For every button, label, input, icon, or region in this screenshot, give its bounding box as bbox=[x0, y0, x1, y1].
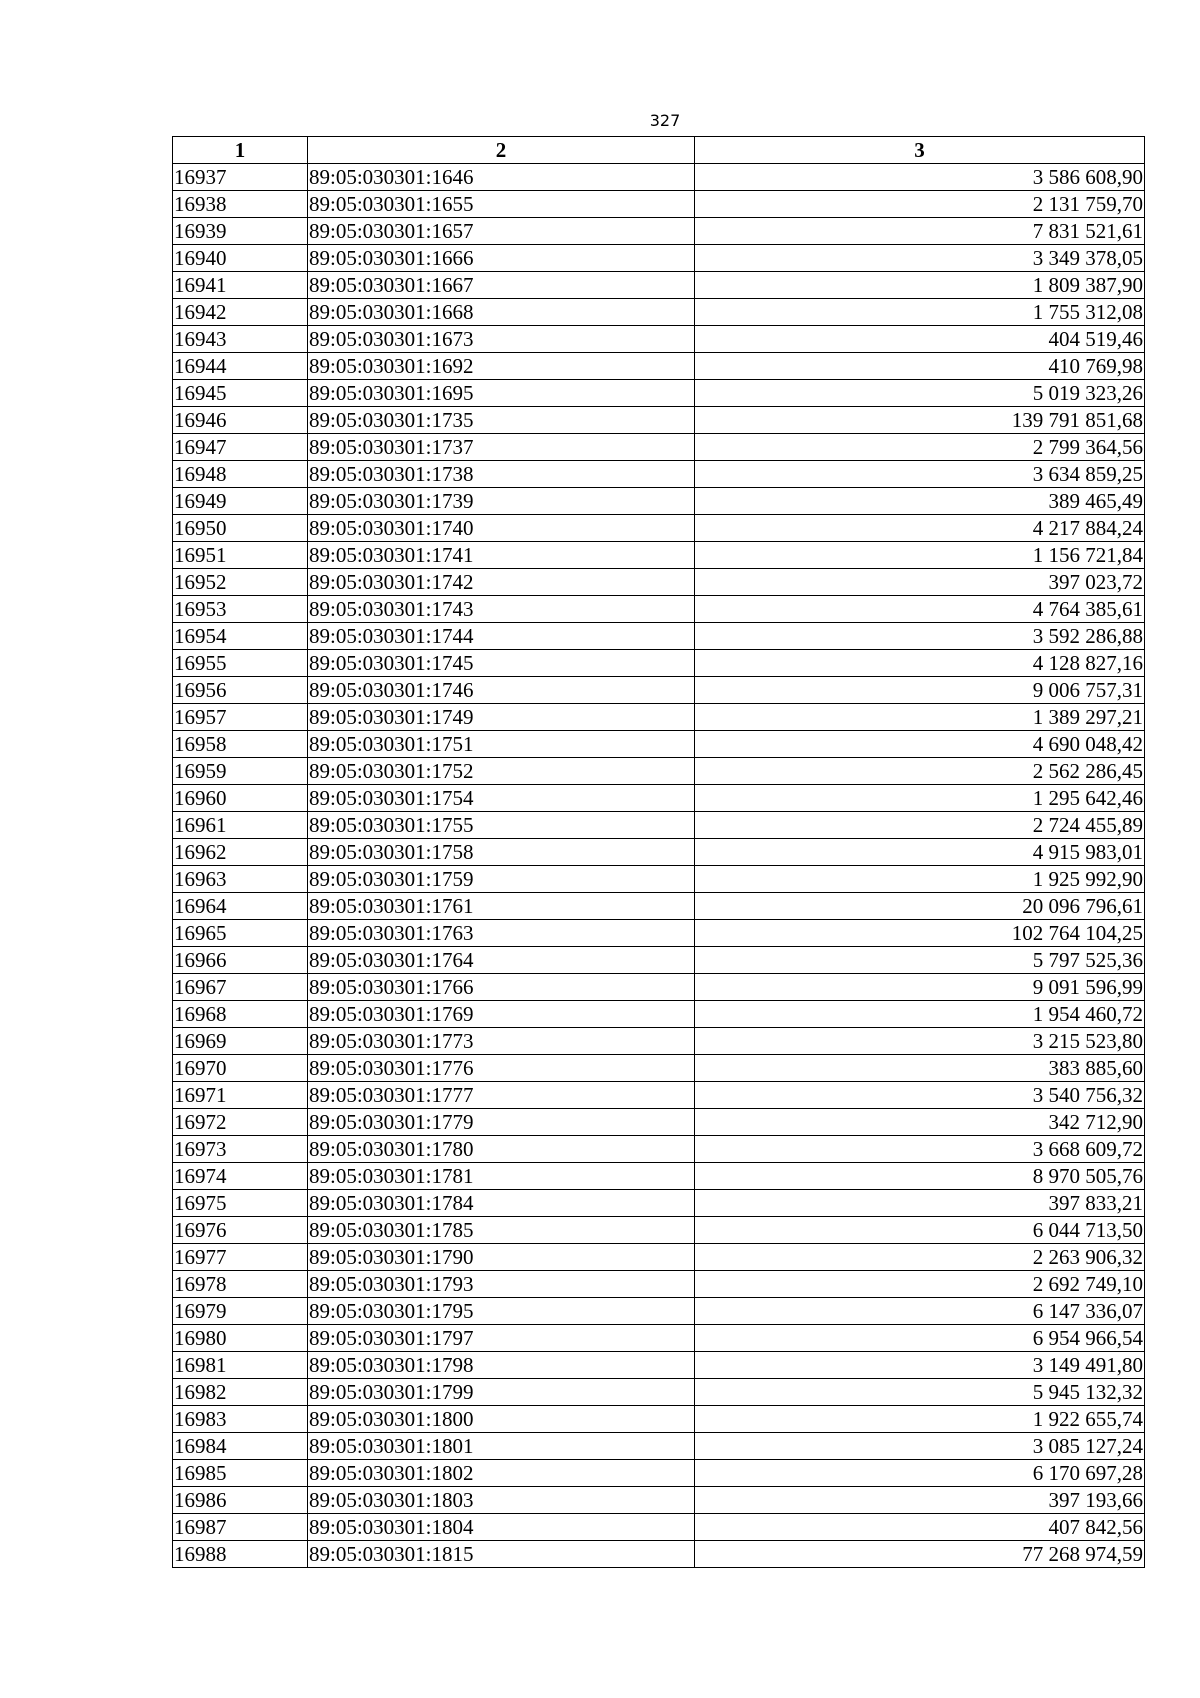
table-row bbox=[173, 1055, 1145, 1082]
table-row bbox=[173, 596, 1145, 623]
row-number-cell: 16967 bbox=[173, 974, 308, 1001]
cadastral-number-cell: 89:05:030301:1646 bbox=[308, 164, 695, 191]
row-number-cell: 16976 bbox=[173, 1217, 308, 1244]
row-number-cell: 16977 bbox=[173, 1244, 308, 1271]
table-row bbox=[173, 974, 1145, 1001]
cadastral-value-cell: 342 712,90 bbox=[695, 1109, 1145, 1136]
cadastral-value-cell: 3 540 756,32 bbox=[695, 1082, 1145, 1109]
row-number-cell: 16948 bbox=[173, 461, 308, 488]
cadastral-value-cell: 3 592 286,88 bbox=[695, 623, 1145, 650]
cadastral-value-cell: 3 586 608,90 bbox=[695, 164, 1145, 191]
row-number-cell: 16956 bbox=[173, 677, 308, 704]
row-number-cell: 16955 bbox=[173, 650, 308, 677]
column-header-1: 1 bbox=[173, 137, 308, 164]
cadastral-value-cell: 2 724 455,89 bbox=[695, 812, 1145, 839]
table-row bbox=[173, 326, 1145, 353]
cadastral-number-cell: 89:05:030301:1745 bbox=[308, 650, 695, 677]
cadastral-value-cell: 3 085 127,24 bbox=[695, 1433, 1145, 1460]
cadastral-value-cell: 1 389 297,21 bbox=[695, 704, 1145, 731]
table-row bbox=[173, 1541, 1145, 1568]
cadastral-number-cell: 89:05:030301:1802 bbox=[308, 1460, 695, 1487]
row-number-cell: 16937 bbox=[173, 164, 308, 191]
table-row bbox=[173, 1217, 1145, 1244]
cadastral-number-cell: 89:05:030301:1655 bbox=[308, 191, 695, 218]
column-header-2: 2 bbox=[308, 137, 695, 164]
cadastral-value-cell: 9 006 757,31 bbox=[695, 677, 1145, 704]
table-row bbox=[173, 758, 1145, 785]
cadastral-value-cell: 3 149 491,80 bbox=[695, 1352, 1145, 1379]
cadastral-number-cell: 89:05:030301:1737 bbox=[308, 434, 695, 461]
table-row bbox=[173, 677, 1145, 704]
row-number-cell: 16965 bbox=[173, 920, 308, 947]
cadastral-number-cell: 89:05:030301:1766 bbox=[308, 974, 695, 1001]
row-number-cell: 16943 bbox=[173, 326, 308, 353]
cadastral-number-cell: 89:05:030301:1673 bbox=[308, 326, 695, 353]
cadastral-value-cell: 139 791 851,68 bbox=[695, 407, 1145, 434]
cadastral-number-cell: 89:05:030301:1769 bbox=[308, 1001, 695, 1028]
table-row bbox=[173, 1244, 1145, 1271]
table-row bbox=[173, 623, 1145, 650]
cadastral-number-cell: 89:05:030301:1739 bbox=[308, 488, 695, 515]
cadastral-number-cell: 89:05:030301:1804 bbox=[308, 1514, 695, 1541]
row-number-cell: 16950 bbox=[173, 515, 308, 542]
table-row bbox=[173, 785, 1145, 812]
cadastral-number-cell: 89:05:030301:1800 bbox=[308, 1406, 695, 1433]
cadastral-number-cell: 89:05:030301:1781 bbox=[308, 1163, 695, 1190]
cadastral-value-cell: 6 170 697,28 bbox=[695, 1460, 1145, 1487]
cadastral-value-cell: 389 465,49 bbox=[695, 488, 1145, 515]
cadastral-number-cell: 89:05:030301:1692 bbox=[308, 353, 695, 380]
cadastral-value-cell: 4 217 884,24 bbox=[695, 515, 1145, 542]
cadastral-value-cell: 3 215 523,80 bbox=[695, 1028, 1145, 1055]
row-number-cell: 16939 bbox=[173, 218, 308, 245]
cadastral-value-cell: 3 668 609,72 bbox=[695, 1136, 1145, 1163]
cadastral-number-cell: 89:05:030301:1801 bbox=[308, 1433, 695, 1460]
row-number-cell: 16941 bbox=[173, 272, 308, 299]
table-row bbox=[173, 1190, 1145, 1217]
row-number-cell: 16980 bbox=[173, 1325, 308, 1352]
cadastral-number-cell: 89:05:030301:1777 bbox=[308, 1082, 695, 1109]
row-number-cell: 16982 bbox=[173, 1379, 308, 1406]
cadastral-value-cell: 397 833,21 bbox=[695, 1190, 1145, 1217]
cadastral-value-table bbox=[172, 136, 1145, 1568]
cadastral-number-cell: 89:05:030301:1742 bbox=[308, 569, 695, 596]
row-number-cell: 16945 bbox=[173, 380, 308, 407]
cadastral-number-cell: 89:05:030301:1741 bbox=[308, 542, 695, 569]
row-number-cell: 16966 bbox=[173, 947, 308, 974]
cadastral-number-cell: 89:05:030301:1779 bbox=[308, 1109, 695, 1136]
cadastral-value-cell: 7 831 521,61 bbox=[695, 218, 1145, 245]
cadastral-number-cell: 89:05:030301:1790 bbox=[308, 1244, 695, 1271]
row-number-cell: 16938 bbox=[173, 191, 308, 218]
cadastral-value-cell: 20 096 796,61 bbox=[695, 893, 1145, 920]
row-number-cell: 16984 bbox=[173, 1433, 308, 1460]
table-body bbox=[173, 164, 1145, 1568]
cadastral-value-cell: 1 295 642,46 bbox=[695, 785, 1145, 812]
table-row bbox=[173, 191, 1145, 218]
cadastral-number-cell: 89:05:030301:1780 bbox=[308, 1136, 695, 1163]
row-number-cell: 16985 bbox=[173, 1460, 308, 1487]
table-row bbox=[173, 299, 1145, 326]
row-number-cell: 16944 bbox=[173, 353, 308, 380]
cadastral-value-cell: 2 692 749,10 bbox=[695, 1271, 1145, 1298]
cadastral-value-cell: 3 349 378,05 bbox=[695, 245, 1145, 272]
row-number-cell: 16978 bbox=[173, 1271, 308, 1298]
table-row bbox=[173, 434, 1145, 461]
cadastral-value-cell: 404 519,46 bbox=[695, 326, 1145, 353]
cadastral-value-cell: 2 799 364,56 bbox=[695, 434, 1145, 461]
table-row bbox=[173, 164, 1145, 191]
row-number-cell: 16946 bbox=[173, 407, 308, 434]
cadastral-value-cell: 383 885,60 bbox=[695, 1055, 1145, 1082]
table-row bbox=[173, 1487, 1145, 1514]
cadastral-value-cell: 102 764 104,25 bbox=[695, 920, 1145, 947]
cadastral-number-cell: 89:05:030301:1759 bbox=[308, 866, 695, 893]
table-row bbox=[173, 1298, 1145, 1325]
row-number-cell: 16951 bbox=[173, 542, 308, 569]
table-row bbox=[173, 245, 1145, 272]
row-number-cell: 16960 bbox=[173, 785, 308, 812]
row-number-cell: 16961 bbox=[173, 812, 308, 839]
cadastral-value-cell: 5 019 323,26 bbox=[695, 380, 1145, 407]
row-number-cell: 16964 bbox=[173, 893, 308, 920]
table-row bbox=[173, 947, 1145, 974]
table-row bbox=[173, 731, 1145, 758]
table-row bbox=[173, 1163, 1145, 1190]
cadastral-number-cell: 89:05:030301:1666 bbox=[308, 245, 695, 272]
cadastral-number-cell: 89:05:030301:1799 bbox=[308, 1379, 695, 1406]
row-number-cell: 16954 bbox=[173, 623, 308, 650]
cadastral-number-cell: 89:05:030301:1784 bbox=[308, 1190, 695, 1217]
cadastral-value-cell: 9 091 596,99 bbox=[695, 974, 1145, 1001]
table-row bbox=[173, 380, 1145, 407]
table-row bbox=[173, 1514, 1145, 1541]
table-row bbox=[173, 353, 1145, 380]
cadastral-value-cell: 4 764 385,61 bbox=[695, 596, 1145, 623]
row-number-cell: 16971 bbox=[173, 1082, 308, 1109]
cadastral-number-cell: 89:05:030301:1773 bbox=[308, 1028, 695, 1055]
row-number-cell: 16963 bbox=[173, 866, 308, 893]
table-row bbox=[173, 1109, 1145, 1136]
cadastral-value-cell: 1 755 312,08 bbox=[695, 299, 1145, 326]
row-number-cell: 16981 bbox=[173, 1352, 308, 1379]
row-number-cell: 16969 bbox=[173, 1028, 308, 1055]
cadastral-value-cell: 410 769,98 bbox=[695, 353, 1145, 380]
table-row bbox=[173, 218, 1145, 245]
table-row bbox=[173, 1379, 1145, 1406]
table-row bbox=[173, 812, 1145, 839]
cadastral-number-cell: 89:05:030301:1764 bbox=[308, 947, 695, 974]
cadastral-number-cell: 89:05:030301:1746 bbox=[308, 677, 695, 704]
table-row bbox=[173, 866, 1145, 893]
table-row bbox=[173, 1406, 1145, 1433]
cadastral-value-cell: 4 128 827,16 bbox=[695, 650, 1145, 677]
table-row bbox=[173, 893, 1145, 920]
row-number-cell: 16962 bbox=[173, 839, 308, 866]
cadastral-value-cell: 1 954 460,72 bbox=[695, 1001, 1145, 1028]
cadastral-number-cell: 89:05:030301:1758 bbox=[308, 839, 695, 866]
row-number-cell: 16974 bbox=[173, 1163, 308, 1190]
cadastral-number-cell: 89:05:030301:1798 bbox=[308, 1352, 695, 1379]
cadastral-number-cell: 89:05:030301:1795 bbox=[308, 1298, 695, 1325]
cadastral-value-cell: 2 562 286,45 bbox=[695, 758, 1145, 785]
table-row bbox=[173, 515, 1145, 542]
cadastral-number-cell: 89:05:030301:1785 bbox=[308, 1217, 695, 1244]
table-header bbox=[173, 137, 1145, 164]
table-row bbox=[173, 839, 1145, 866]
row-number-cell: 16953 bbox=[173, 596, 308, 623]
table-row bbox=[173, 1460, 1145, 1487]
cadastral-number-cell: 89:05:030301:1754 bbox=[308, 785, 695, 812]
header-row bbox=[173, 137, 1145, 164]
cadastral-number-cell: 89:05:030301:1752 bbox=[308, 758, 695, 785]
row-number-cell: 16983 bbox=[173, 1406, 308, 1433]
cadastral-number-cell: 89:05:030301:1763 bbox=[308, 920, 695, 947]
row-number-cell: 16968 bbox=[173, 1001, 308, 1028]
row-number-cell: 16940 bbox=[173, 245, 308, 272]
cadastral-value-cell: 6 044 713,50 bbox=[695, 1217, 1145, 1244]
cadastral-number-cell: 89:05:030301:1815 bbox=[308, 1541, 695, 1568]
cadastral-number-cell: 89:05:030301:1751 bbox=[308, 731, 695, 758]
table-row bbox=[173, 569, 1145, 596]
cadastral-value-cell: 4 690 048,42 bbox=[695, 731, 1145, 758]
cadastral-value-cell: 6 147 336,07 bbox=[695, 1298, 1145, 1325]
table-row bbox=[173, 920, 1145, 947]
row-number-cell: 16979 bbox=[173, 1298, 308, 1325]
cadastral-number-cell: 89:05:030301:1740 bbox=[308, 515, 695, 542]
cadastral-number-cell: 89:05:030301:1743 bbox=[308, 596, 695, 623]
row-number-cell: 16958 bbox=[173, 731, 308, 758]
cadastral-value-cell: 5 797 525,36 bbox=[695, 947, 1145, 974]
cadastral-value-cell: 1 925 992,90 bbox=[695, 866, 1145, 893]
table-row bbox=[173, 1352, 1145, 1379]
row-number-cell: 16975 bbox=[173, 1190, 308, 1217]
table-row bbox=[173, 542, 1145, 569]
page-number: 327 bbox=[649, 111, 681, 130]
column-header-3: 3 bbox=[695, 137, 1145, 164]
cadastral-number-cell: 89:05:030301:1744 bbox=[308, 623, 695, 650]
row-number-cell: 16949 bbox=[173, 488, 308, 515]
table-row bbox=[173, 1001, 1145, 1028]
table-row bbox=[173, 1082, 1145, 1109]
cadastral-number-cell: 89:05:030301:1668 bbox=[308, 299, 695, 326]
table-row bbox=[173, 1028, 1145, 1055]
table-row bbox=[173, 1271, 1145, 1298]
cadastral-value-cell: 407 842,56 bbox=[695, 1514, 1145, 1541]
cadastral-number-cell: 89:05:030301:1695 bbox=[308, 380, 695, 407]
cadastral-number-cell: 89:05:030301:1749 bbox=[308, 704, 695, 731]
table-row bbox=[173, 1325, 1145, 1352]
cadastral-value-cell: 3 634 859,25 bbox=[695, 461, 1145, 488]
cadastral-value-cell: 1 922 655,74 bbox=[695, 1406, 1145, 1433]
cadastral-number-cell: 89:05:030301:1657 bbox=[308, 218, 695, 245]
row-number-cell: 16972 bbox=[173, 1109, 308, 1136]
cadastral-value-cell: 397 023,72 bbox=[695, 569, 1145, 596]
cadastral-number-cell: 89:05:030301:1761 bbox=[308, 893, 695, 920]
cadastral-value-cell: 6 954 966,54 bbox=[695, 1325, 1145, 1352]
cadastral-value-cell: 397 193,66 bbox=[695, 1487, 1145, 1514]
cadastral-value-cell: 1 809 387,90 bbox=[695, 272, 1145, 299]
cadastral-number-cell: 89:05:030301:1797 bbox=[308, 1325, 695, 1352]
cadastral-value-cell: 77 268 974,59 bbox=[695, 1541, 1145, 1568]
row-number-cell: 16952 bbox=[173, 569, 308, 596]
cadastral-value-cell: 2 131 759,70 bbox=[695, 191, 1145, 218]
row-number-cell: 16957 bbox=[173, 704, 308, 731]
cadastral-number-cell: 89:05:030301:1735 bbox=[308, 407, 695, 434]
row-number-cell: 16947 bbox=[173, 434, 308, 461]
cadastral-value-cell: 4 915 983,01 bbox=[695, 839, 1145, 866]
row-number-cell: 16970 bbox=[173, 1055, 308, 1082]
table-row bbox=[173, 272, 1145, 299]
row-number-cell: 16942 bbox=[173, 299, 308, 326]
table-row bbox=[173, 407, 1145, 434]
table-row bbox=[173, 1433, 1145, 1460]
cadastral-value-cell: 8 970 505,76 bbox=[695, 1163, 1145, 1190]
table-row bbox=[173, 488, 1145, 515]
row-number-cell: 16959 bbox=[173, 758, 308, 785]
row-number-cell: 16973 bbox=[173, 1136, 308, 1163]
table-row bbox=[173, 650, 1145, 677]
cadastral-value-cell: 1 156 721,84 bbox=[695, 542, 1145, 569]
cadastral-number-cell: 89:05:030301:1793 bbox=[308, 1271, 695, 1298]
cadastral-number-cell: 89:05:030301:1738 bbox=[308, 461, 695, 488]
table-row bbox=[173, 704, 1145, 731]
row-number-cell: 16987 bbox=[173, 1514, 308, 1541]
cadastral-value-cell: 2 263 906,32 bbox=[695, 1244, 1145, 1271]
cadastral-number-cell: 89:05:030301:1803 bbox=[308, 1487, 695, 1514]
cadastral-value-cell: 5 945 132,32 bbox=[695, 1379, 1145, 1406]
table-row bbox=[173, 461, 1145, 488]
cadastral-number-cell: 89:05:030301:1667 bbox=[308, 272, 695, 299]
row-number-cell: 16988 bbox=[173, 1541, 308, 1568]
row-number-cell: 16986 bbox=[173, 1487, 308, 1514]
cadastral-number-cell: 89:05:030301:1755 bbox=[308, 812, 695, 839]
table-row bbox=[173, 1136, 1145, 1163]
cadastral-number-cell: 89:05:030301:1776 bbox=[308, 1055, 695, 1082]
